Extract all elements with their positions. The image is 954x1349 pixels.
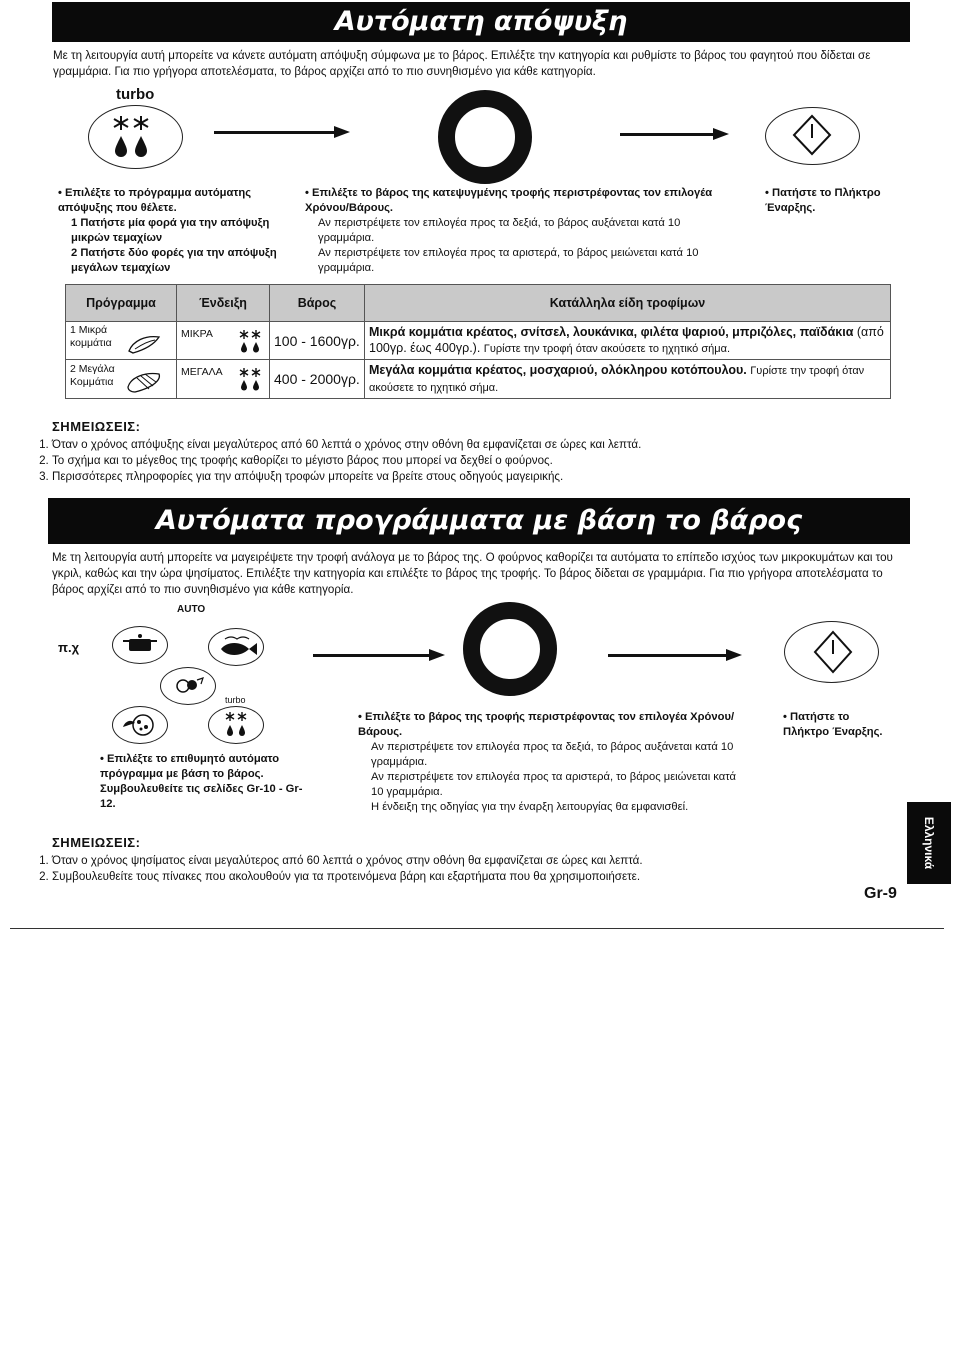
snowflake-drops-icon [89, 106, 181, 166]
section2-step3: • Πατήστε το Πλήκτρο Έναρξης. [783, 711, 883, 738]
section1-title-banner [52, 2, 910, 42]
section1-intro: Με τη λειτουργία αυτή μπορείτε να κάνετε αυτόματη απόψυξη σύμφωνα με το βάρος. Επιλέξτε την κατηγορία και ρυθμίστε το βάρος του φαγητού που δίδεται σε γραμμάρια. Για πιο γρήγορα αποτελέσματα, το βάρος αρχίζει από το πιο συνηθισμένο για κάθε κατηγορία. [53, 49, 871, 78]
auto-program-button-3[interactable] [160, 667, 216, 705]
vegetables-icon [161, 668, 215, 704]
weight-cell: 400 - 2000γρ. [270, 360, 365, 399]
section1-step2-line1: Αν περιστρέψετε τον επιλογέα προς τα δεξιά, το βάρος αυξάνεται κατά 10 γραμμάρια. [318, 217, 681, 244]
small-meat-icon [125, 331, 163, 357]
section2-step2: • Επιλέξτε το βάρος της τροφής περιστρέφοντας τον επιλογέα Χρόνου/Βάρους. Αν περιστρέψετε τον επιλογέα προς τα δεξιά, το βάρος αυξάνεται κατά 10 γραμμάρια. Αν περιστρέψετε τον επιλογέα προς τα αριστερά, το βάρος μειώνεται κατά 10 γραμμάρια. Η ένδειξη της οδηγίας για την έναρξη λειτουργίας θα εμφανισθεί. [358, 710, 738, 815]
display-label: ΜΕΓΑΛΑ [181, 366, 223, 378]
table-header: Κατάλληλα είδη τροφίμων [365, 285, 891, 322]
display-cell [177, 322, 270, 360]
section1-step1-text: Επιλέξτε το πρόγραμμα αυτόματης απόψυξης που θέλετε. [58, 187, 252, 214]
section1-step3-text: Πατήστε το Πλήκτρο Έναρξης. [765, 187, 881, 214]
section1-step2: • Επιλέξτε το βάρος της κατεψυγμένης τροφής περιστρέφοντας τον επιλογέα Χρόνου/Βάρους. Αν περιστρέψετε τον επιλογέα προς τα δεξιά, το βάρος αυξάνεται κατά 10 γραμμάρια. Αν περιστρέψετε τον επιλογέα προς τα αριστερά, το βάρος μειώνεται κατά 10 γραμμάρια. [305, 186, 735, 276]
section2-step3-text: Πατήστε το Πλήκτρο Έναρξης. [783, 711, 883, 738]
section1-step1: • Επιλέξτε το πρόγραμμα αυτόματης απόψυξης που θέλετε. 1 Πατήστε μία φορά για την απόψυξη μικρών τεμαχίων 2 Πατήστε δύο φορές για την απόψυξη μεγάλων τεμαχίων [58, 186, 283, 276]
table-header-row [66, 285, 891, 322]
foods-cell [365, 360, 891, 399]
foods-bold: Μικρά κομμάτια κρέατος, σνίτσελ, λουκάνικα, φιλέτα ψαριού, μπριζόλες, παϊδάκια [369, 325, 854, 339]
program-label: 2 Μεγάλα Κομμάτια [70, 362, 115, 388]
example-label: π.χ [58, 640, 80, 655]
foods-small: Γυρίστε την τροφή όταν ακούσετε το ηχητικό σήμα. [483, 343, 730, 355]
section2-step2-line3: Η ένδειξη της οδηγίας για την έναρξη λειτουργίας θα εμφανισθεί. [371, 801, 689, 813]
start-icon [766, 108, 858, 164]
language-tab [907, 802, 951, 884]
language-tab-label: Ελληνικά [922, 816, 936, 870]
section1-step2-line2: Αν περιστρέψετε τον επιλογέα προς τα αριστερά, το βάρος μειώνεται κατά 10 γραμμάρια. [318, 247, 699, 274]
section1-step2-bold: Επιλέξτε το βάρος της κατεψυγμένης τροφής περιστρέφοντας τον επιλογέα Χρόνου/Βάρους. [305, 187, 713, 214]
section1-step1-sub1: 1 Πατήστε μία φορά για την απόψυξη μικρών τεμαχίων [71, 217, 270, 244]
pizza-icon [113, 707, 167, 743]
arrow-right-icon [620, 133, 715, 136]
foods-bold: Μεγάλα κομμάτια κρέατος, μοσχαριού, ολόκληρου κοτόπουλου. [369, 363, 747, 377]
note-item: 1. Όταν ο χρόνος απόψυξης είναι μεγαλύτερος από 60 λεπτά ο χρόνος στην οθόνη θα εμφανίζεται σε ώρες και λεπτά. [52, 437, 922, 453]
weight-cell: 100 - 1600γρ. [270, 322, 365, 360]
turbo-defrost-button[interactable] [88, 105, 183, 169]
section1-step1-sub2: 2 Πατήστε δύο φορές για την απόψυξη μεγάλων τεμαχίων [71, 247, 277, 274]
arrow-right-icon [313, 654, 431, 657]
auto-program-button-2[interactable] [208, 628, 264, 666]
section1-step3: • Πατήστε το Πλήκτρο Έναρξης. [765, 187, 881, 214]
program-cell [66, 322, 177, 360]
display-cell [177, 360, 270, 399]
defrost-indicator-icon [235, 366, 265, 392]
section1-notes-title: ΣΗΜΕΙΩΣΕΙΣ: [52, 419, 141, 434]
section2-intro: Με τη λειτουργία αυτή μπορείτε να μαγειρέψετε την τροφή ανάλογα με το βάρος της. Ο φούρνος καθορίζει τα αυτόματα το επίπεδο ισχύος των μικροκυμάτων και του γκριλ, καθώς και την ώρα ψησίματος. Επιλέξτε την κατηγορία και επιλέξτε το βάρος της τροφής. Το βάρος δίδεται σε γραμμάρια. Για πιο γρήγορα αποτελέσματα το βάρος αρχίζει από το πιο συνηθισμένο για κάθε κατηγορία. [52, 551, 893, 596]
large-meat-icon [125, 369, 163, 395]
table-row [66, 322, 891, 360]
start-icon [785, 622, 877, 682]
note-item: 2. Συμβουλευθείτε τους πίνακες που ακολουθούν για τα προτεινόμενα βάρη και εξαρτήματα που θα χρησιμοποιήσετε. [52, 869, 912, 885]
section2-step1-text: Επιλέξτε το επιθυμητό αυτόματο πρόγραμμα με βάση το βάρος. Συμβουλευθείτε τις σελίδες Gr-10 - Gr-12. [100, 753, 303, 810]
turbo-small-label: turbo [225, 695, 246, 705]
section2-notes-title: ΣΗΜΕΙΩΣΕΙΣ: [52, 835, 141, 850]
turbo-defrost-button-small[interactable] [208, 706, 264, 744]
fish-icon [209, 629, 263, 665]
section2-step2-line1: Αν περιστρέψετε τον επιλογέα προς τα δεξιά, το βάρος αυξάνεται κατά 10 γραμμάρια. [371, 741, 734, 768]
snowflake-drops-icon [209, 707, 263, 743]
program-cell [66, 360, 177, 399]
section2-notes [38, 853, 912, 885]
section2-title: Αυτόματα προγράμματα με βάση το βάρος [155, 505, 803, 536]
auto-program-button-4[interactable] [112, 706, 168, 744]
note-item: 3. Περισσότερες πληροφορίες για την απόψυξη τροφών μπορείτε να βρείτε στους οδηγούς μαγειρικής. [52, 469, 922, 485]
start-button[interactable] [765, 107, 860, 165]
turbo-label: turbo [116, 86, 155, 103]
section2-title-banner [48, 498, 910, 544]
table-header: Ένδειξη [177, 285, 270, 322]
defrost-table [65, 284, 891, 399]
note-item: 2. Το σχήμα και το μέγεθος της τροφής καθορίζει το μέγιστο βάρος που μπορεί να δεχθεί ο φούρνος. [52, 453, 922, 469]
table-row [66, 360, 891, 399]
display-label: ΜΙΚΡΑ [181, 327, 213, 340]
page-number: Gr-9 [864, 885, 897, 902]
section2-step2-line2: Αν περιστρέψετε τον επιλογέα προς τα αριστερά, το βάρος μειώνεται κατά 10 γραμμάρια. [371, 771, 736, 798]
arrow-right-icon [608, 654, 728, 657]
time-weight-dial[interactable] [463, 602, 557, 696]
auto-label: AUTO [177, 604, 206, 615]
table-header: Βάρος [270, 285, 365, 322]
foods-small: Γυρίστε την τροφή όταν ακούσετε το ηχητικό σήμα. [369, 365, 865, 394]
start-button[interactable] [784, 621, 879, 683]
table-header: Πρόγραμμα [66, 285, 177, 322]
note-item: 1. Όταν ο χρόνος ψησίματος είναι μεγαλύτερος από 60 λεπτά ο χρόνος στην οθόνη θα εμφανίζεται σε ώρες και λεπτά. [52, 853, 912, 869]
foods-cell [365, 322, 891, 360]
program-label: 1 Μικρά κομμάτια [70, 324, 112, 350]
section1-notes [38, 437, 922, 485]
section2-step1: • Επιλέξτε το επιθυμητό αυτόματο πρόγραμμα με βάση το βάρος. Συμβουλευθείτε τις σελίδες Gr-10 - Gr-12. [100, 753, 303, 810]
time-weight-dial[interactable] [438, 90, 532, 184]
auto-program-button-1[interactable] [112, 626, 168, 664]
page-divider [10, 928, 944, 929]
pot-icon [113, 627, 167, 663]
arrow-right-icon [214, 131, 336, 134]
foods-mid: (από 100γρ. έως 400γρ.). [369, 325, 884, 355]
section1-title: Αυτόματη απόψυξη [334, 6, 628, 37]
section2-step2-bold: Επιλέξτε το βάρος της τροφής περιστρέφοντας τον επιλογέα Χρόνου/Βάρους. [358, 711, 735, 738]
defrost-indicator-icon [235, 328, 265, 354]
